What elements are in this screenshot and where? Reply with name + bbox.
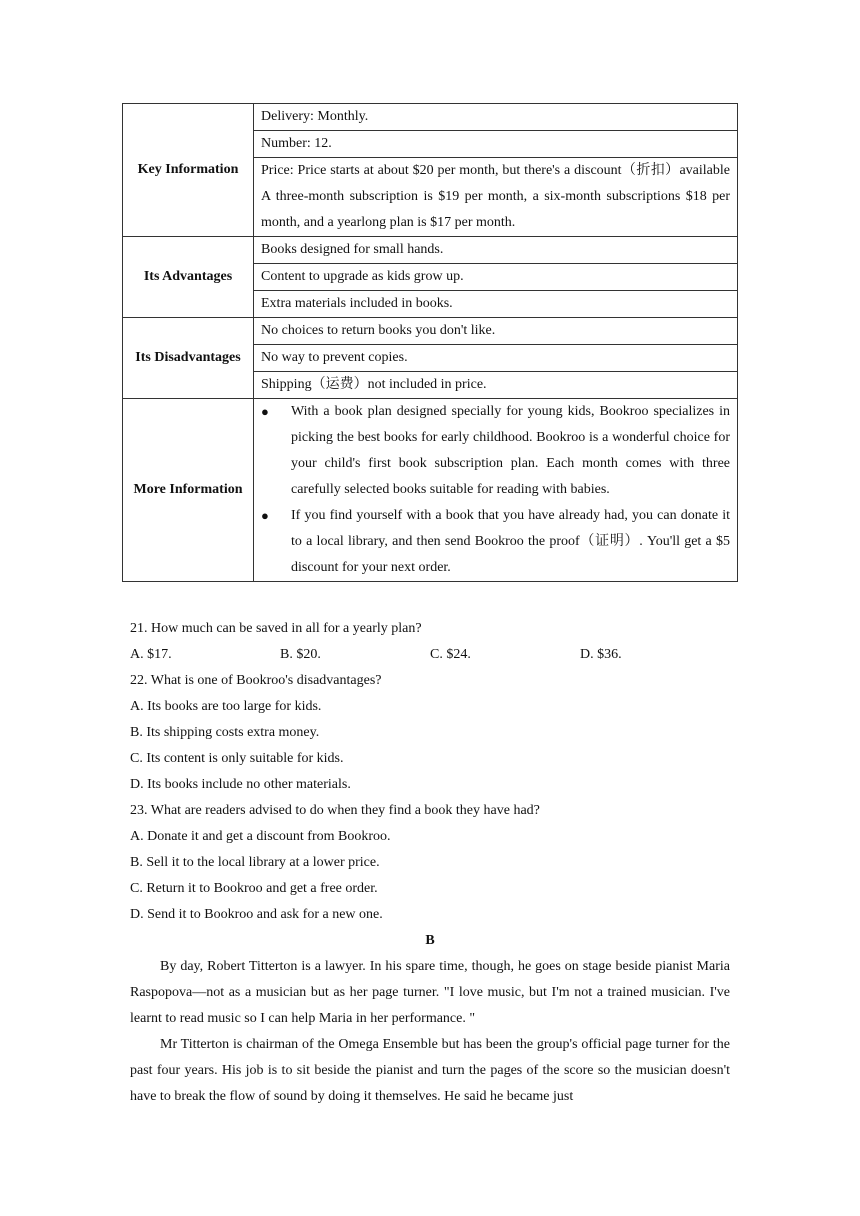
table-row bbox=[123, 104, 738, 131]
bookroo-info-table bbox=[122, 103, 738, 582]
more-information-heading: More Information bbox=[123, 399, 254, 582]
paragraph: By day, Robert Titterton is a lawyer. In his spare time, though, he goes on stage beside pianist Maria Raspopova—not as a musician but as her page turner. "I love music, but I'm not a trained musician. I've learnt to read music so I can help Maria in her performance. " bbox=[130, 959, 730, 1026]
questions-section bbox=[130, 616, 730, 928]
question-stem: 22. What is one of Bookroo's disadvantages? bbox=[130, 673, 382, 688]
option-c: C. $24. bbox=[430, 647, 471, 662]
advantage-cell: Content to upgrade as kids grow up. bbox=[254, 264, 738, 291]
option-row bbox=[130, 642, 730, 668]
question-stem: 23. What are readers advised to do when they find a book they have had? bbox=[130, 803, 540, 818]
option-b: B. $20. bbox=[280, 647, 321, 662]
advantage-cell: Extra materials included in books. bbox=[254, 291, 738, 318]
delivery-cell: Delivery: Monthly. bbox=[254, 104, 738, 131]
disadvantage-cell: No way to prevent copies. bbox=[254, 345, 738, 372]
table-row bbox=[123, 399, 738, 582]
option-d: D. $36. bbox=[580, 647, 622, 662]
option-a: A. Its books are too large for kids. bbox=[130, 699, 322, 714]
number-cell: Number: 12. bbox=[254, 131, 738, 158]
bullet-item bbox=[261, 503, 730, 581]
option-c: C. Return it to Bookroo and get a free order. bbox=[130, 881, 378, 896]
key-information-heading: Key Information bbox=[123, 104, 254, 237]
table-row bbox=[123, 237, 738, 264]
bullet-text: If you find yourself with a book that you have already had, you can donate it to a local library, and then send Bookroo the proof（证明）. You'll get a $5 discount for your next order. bbox=[291, 508, 730, 575]
option-a: A. Donate it and get a discount from Bookroo. bbox=[130, 829, 391, 844]
option-b: B. Its shipping costs extra money. bbox=[130, 725, 320, 740]
paragraph: Mr Titterton is chairman of the Omega Ensemble but has been the group's official page turner for the past four years. His job is to sit beside the pianist and turn the pages of the score so the musician doesn't have to break the flow of sound by doing it themselves. He said he became just bbox=[130, 1037, 730, 1104]
disadvantages-heading: Its Disadvantages bbox=[123, 318, 254, 399]
section-label: B bbox=[425, 933, 435, 948]
passage-b bbox=[130, 928, 730, 1110]
option-d: D. Its books include no other materials. bbox=[130, 777, 351, 792]
option-d: D. Send it to Bookroo and ask for a new one. bbox=[130, 907, 383, 922]
option-b: B. Sell it to the local library at a lower price. bbox=[130, 855, 380, 870]
bullet-item bbox=[261, 399, 730, 503]
disadvantage-cell: Shipping（运费）not included in price. bbox=[254, 372, 738, 399]
table-row bbox=[123, 318, 738, 345]
option-a: A. $17. bbox=[130, 647, 172, 662]
advantage-cell: Books designed for small hands. bbox=[254, 237, 738, 264]
option-c: C. Its content is only suitable for kids. bbox=[130, 751, 344, 766]
more-information-cell bbox=[254, 399, 738, 582]
question-stem: 21. How much can be saved in all for a yearly plan? bbox=[130, 621, 422, 636]
bullet-icon: ● bbox=[261, 404, 269, 419]
advantages-heading: Its Advantages bbox=[123, 237, 254, 318]
disadvantage-cell: No choices to return books you don't like. bbox=[254, 318, 738, 345]
bullet-icon: ● bbox=[261, 508, 269, 523]
price-cell: Price: Price starts at about $20 per month, but there's a discount（折扣）available A three-month subscription is $19 per month, a six-month subscriptions $18 per month, and a yearlong plan is $17 per month. bbox=[254, 158, 738, 237]
bullet-text: With a book plan designed specially for young kids, Bookroo specializes in picking the best books for early childhood. Bookroo is a wonderful choice for your child's first book subscription plan. Each month comes with three carefully selected books suitable for reading with babies. bbox=[291, 404, 730, 497]
